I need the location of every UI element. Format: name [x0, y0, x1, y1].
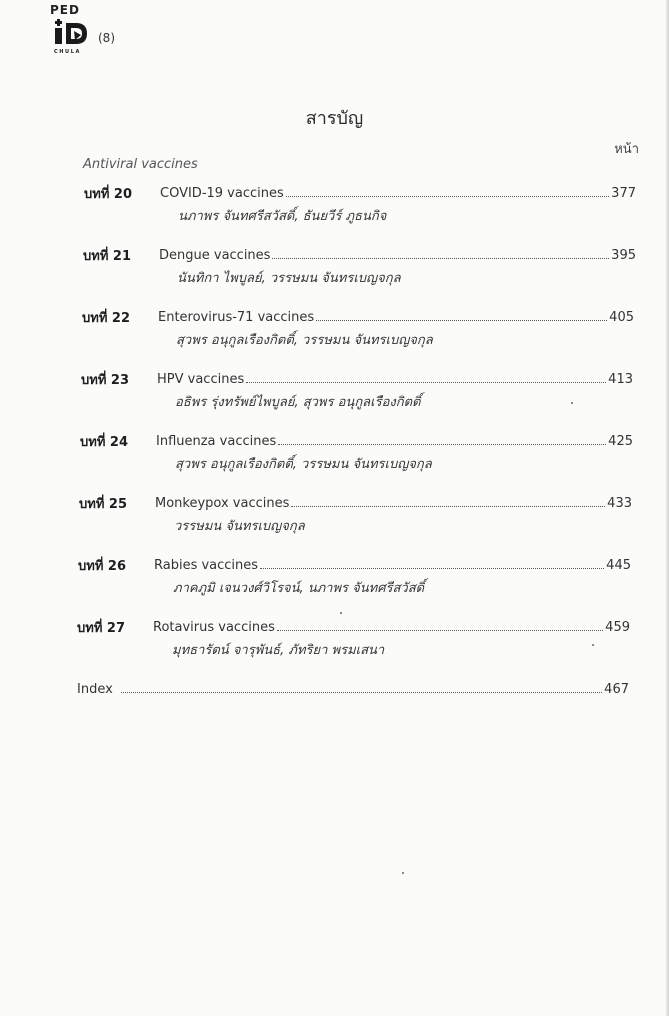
page-column-header: หน้า — [614, 142, 639, 157]
section-heading: Antiviral vaccines — [83, 157, 198, 172]
toc-entry[interactable] — [0, 369, 669, 429]
front-matter-page-number: (8) — [98, 31, 115, 45]
chapter-title: HPV vaccines — [157, 372, 245, 387]
dot-leader — [246, 381, 606, 383]
chapter-authors: ภาคภูมิ เจนวงศ์วิโรจน์, นภาพร จันทศรีสวัสดิ์ — [173, 581, 425, 596]
chapter-title: Enterovirus-71 vaccines — [158, 310, 315, 325]
toc-entry[interactable] — [0, 555, 669, 615]
toc-index-entry[interactable] — [77, 679, 629, 697]
paper-speck — [340, 612, 342, 614]
chapter-page: 433 — [607, 496, 632, 511]
chapter-number: บทที่ 25 — [79, 497, 128, 512]
chapter-page: 445 — [606, 558, 631, 573]
paper-speck — [592, 644, 594, 646]
dot-leader — [121, 691, 602, 693]
toc-line — [159, 245, 636, 263]
toc-entry[interactable] — [0, 493, 669, 553]
logo-mark-icon — [54, 19, 94, 47]
dot-leader — [278, 443, 606, 445]
toc-entry[interactable] — [0, 617, 669, 677]
chapter-page: 395 — [611, 248, 636, 263]
page-edge-shadow — [665, 0, 669, 1016]
dot-leader — [277, 629, 603, 631]
chapter-number: บทที่ 22 — [82, 311, 131, 326]
chapter-page: 459 — [605, 620, 630, 635]
chapter-title: COVID-19 vaccines — [160, 186, 284, 201]
index-page: 467 — [604, 682, 629, 697]
chapter-title: Influenza vaccines — [156, 434, 277, 449]
chapter-authors: นภาพร จันทศรีสวัสดิ์, ธันยวีร์ ภูธนกิจ — [178, 209, 387, 224]
chapter-title: Dengue vaccines — [159, 248, 271, 263]
chapter-authors: มุทธารัตน์ จารุพันธ์, ภัทริยา พรมเสนา — [172, 643, 385, 658]
dot-leader — [316, 319, 607, 321]
toc-entry[interactable] — [0, 183, 669, 243]
chapter-authors: อธิพร รุ่งทรัพย์ไพบูลย์, สุวพร อนุกูลเรืองกิตติ์ — [175, 395, 421, 410]
chapter-authors: วรรษมน จันทรเบญจกุล — [174, 519, 305, 534]
chapter-authors: สุวพร อนุกูลเรืองกิตติ์, วรรษมน จันทรเบญจกุล — [175, 457, 432, 472]
paper-speck — [402, 872, 404, 874]
paper-speck — [571, 402, 573, 404]
toc-line — [153, 617, 630, 635]
toc-entry[interactable] — [0, 431, 669, 491]
chapter-authors: สุวพร อนุกูลเรืองกิตติ์, วรรษมน จันทรเบญจกุล — [176, 333, 433, 348]
toc-line — [157, 369, 633, 387]
chapter-number: บทที่ 23 — [81, 373, 130, 388]
index-label: Index — [77, 682, 113, 697]
ped-id-logo — [50, 3, 92, 59]
chapter-page: 425 — [608, 434, 633, 449]
logo-chula-text: CHULA — [54, 49, 81, 55]
dot-leader — [272, 257, 609, 259]
dot-leader — [291, 505, 605, 507]
chapter-page: 405 — [609, 310, 634, 325]
chapter-page: 377 — [611, 186, 636, 201]
chapter-authors: นันทิกา ไพบูลย์, วรรษมน จันทรเบญจกุล — [177, 271, 401, 286]
toc-line — [158, 307, 634, 325]
chapter-page: 413 — [608, 372, 633, 387]
toc-entry[interactable] — [0, 245, 669, 305]
chapter-title: Rotavirus vaccines — [153, 620, 275, 635]
chapter-number: บทที่ 21 — [83, 249, 132, 264]
toc-line — [160, 183, 636, 201]
toc-entry[interactable] — [0, 307, 669, 367]
page-title: สารบัญ — [305, 108, 364, 129]
chapter-number: บทที่ 20 — [84, 187, 133, 202]
toc-line — [155, 493, 632, 511]
dot-leader — [260, 567, 604, 569]
chapter-title: Rabies vaccines — [154, 558, 259, 573]
chapter-title: Monkeypox vaccines — [155, 496, 290, 511]
chapter-number: บทที่ 24 — [80, 435, 129, 450]
chapter-number: บทที่ 27 — [77, 621, 126, 636]
chapter-number: บทที่ 26 — [78, 559, 127, 574]
logo-ped-text: PED — [50, 3, 80, 17]
toc-line — [156, 431, 633, 449]
dot-leader — [286, 195, 609, 197]
toc-line — [154, 555, 631, 573]
